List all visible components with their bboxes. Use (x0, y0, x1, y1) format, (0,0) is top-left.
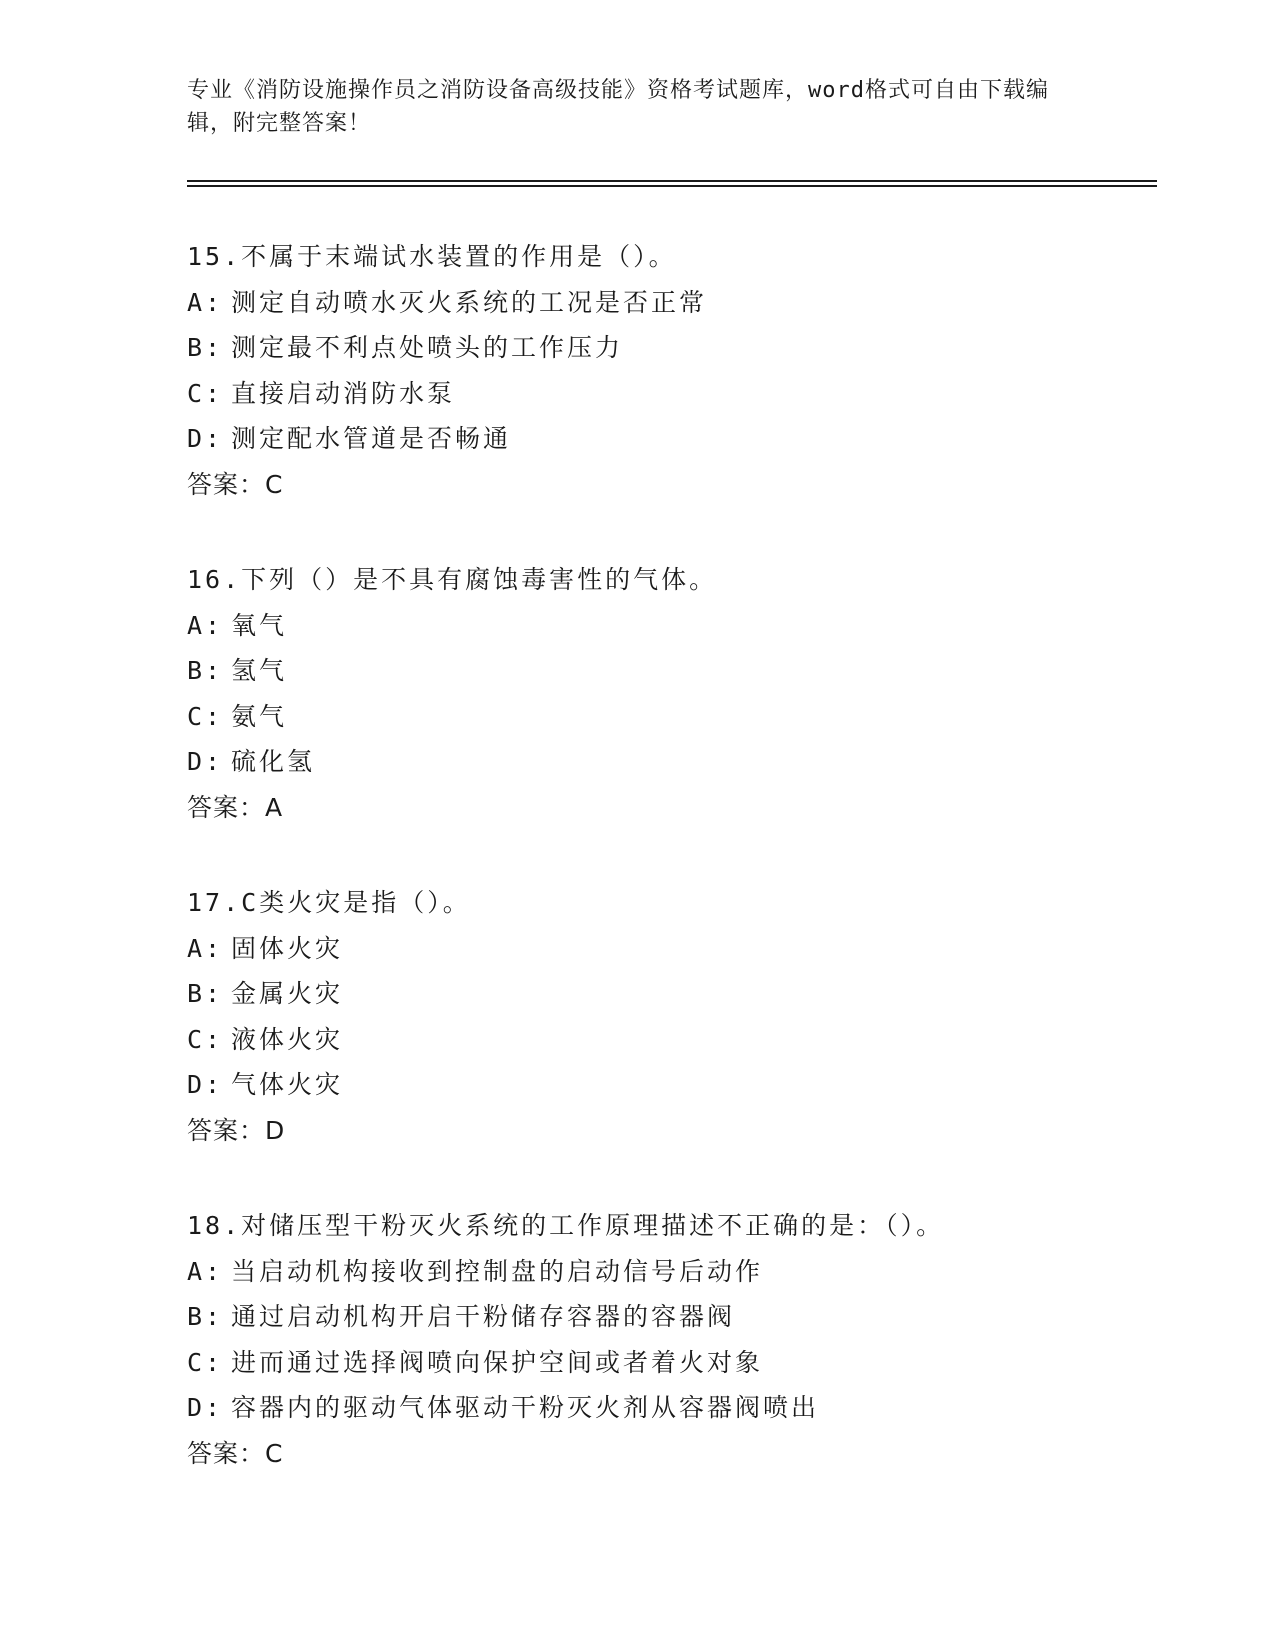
option-b (187, 1294, 1157, 1340)
option-label: B: (187, 1302, 224, 1331)
option-text: 通过启动机构开启干粉储存容器的容器阀 (231, 1302, 736, 1331)
option-text: 测定配水管道是否畅通 (231, 424, 512, 453)
option-text: 氨气 (231, 701, 288, 731)
option-label: C: (187, 1347, 224, 1377)
question-18 (187, 1203, 1157, 1476)
option-text: 氢气 (231, 656, 288, 685)
question-stem: 16.下列（）是不具有腐蚀毒害性的气体。 (187, 565, 718, 594)
option-c (187, 694, 1157, 740)
option-label: D: (187, 747, 224, 776)
answer-line: 答案：C (187, 1438, 284, 1468)
option-label: C: (187, 378, 224, 408)
option-text: 金属火灾 (231, 979, 344, 1008)
document-header: 专业《消防设施操作员之消防设备高级技能》资格考试题库，word格式可自由下载编辑，附完整答案！ (187, 78, 1049, 136)
option-text: 固体火灾 (231, 933, 344, 963)
option-text: 容器内的驱动气体驱动干粉灭火剂从容器阀喷出 (231, 1393, 820, 1422)
answer-line: 答案：D (187, 1115, 286, 1145)
option-text: 测定最不利点处喷头的工作压力 (231, 333, 624, 362)
option-label: A: (187, 1256, 224, 1286)
option-label: B: (187, 979, 224, 1008)
option-d (187, 1385, 1157, 1431)
option-label: D: (187, 424, 224, 453)
question-stem: 18.对储压型干粉灭火系统的工作原理描述不正确的是：（）。 (187, 1211, 945, 1240)
option-b (187, 648, 1157, 694)
answer-line: 答案：A (187, 792, 284, 822)
option-label: B: (187, 656, 224, 685)
option-label: B: (187, 333, 224, 362)
option-c (187, 1340, 1157, 1386)
option-a (187, 1249, 1157, 1295)
option-d (187, 739, 1157, 785)
header-divider (187, 180, 1157, 187)
option-text: 气体火灾 (231, 1070, 344, 1099)
option-c (187, 1017, 1157, 1063)
option-label: A: (187, 610, 224, 640)
option-text: 测定自动喷水灭火系统的工况是否正常 (231, 287, 708, 317)
divider-line-bottom (187, 185, 1157, 187)
option-label: D: (187, 1393, 224, 1422)
option-b (187, 971, 1157, 1017)
option-text: 硫化氢 (231, 747, 316, 776)
divider-line-top (187, 180, 1157, 182)
option-label: C: (187, 701, 224, 731)
answer-line: 答案：C (187, 469, 284, 499)
option-text: 直接启动消防水泵 (231, 378, 456, 408)
option-a (187, 280, 1157, 326)
option-label: A: (187, 287, 224, 317)
question-16 (187, 557, 1157, 830)
question-list (187, 234, 1157, 1476)
option-text: 进而通过选择阀喷向保护空间或者着火对象 (231, 1347, 764, 1377)
question-stem: 15.不属于末端试水装置的作用是（）。 (187, 242, 677, 271)
option-label: C: (187, 1024, 224, 1054)
option-d (187, 416, 1157, 462)
option-text: 液体火灾 (231, 1024, 344, 1054)
question-stem: 17.C类火灾是指（）。 (187, 888, 471, 917)
option-a (187, 926, 1157, 972)
option-b (187, 325, 1157, 371)
question-15 (187, 234, 1157, 507)
option-text: 氧气 (231, 610, 288, 640)
question-17 (187, 880, 1157, 1153)
option-label: D: (187, 1070, 224, 1099)
option-c (187, 371, 1157, 417)
document-page (187, 74, 1157, 1526)
option-text: 当启动机构接收到控制盘的启动信号后动作 (231, 1256, 764, 1286)
option-a (187, 603, 1157, 649)
option-d (187, 1062, 1157, 1108)
option-label: A: (187, 933, 224, 963)
